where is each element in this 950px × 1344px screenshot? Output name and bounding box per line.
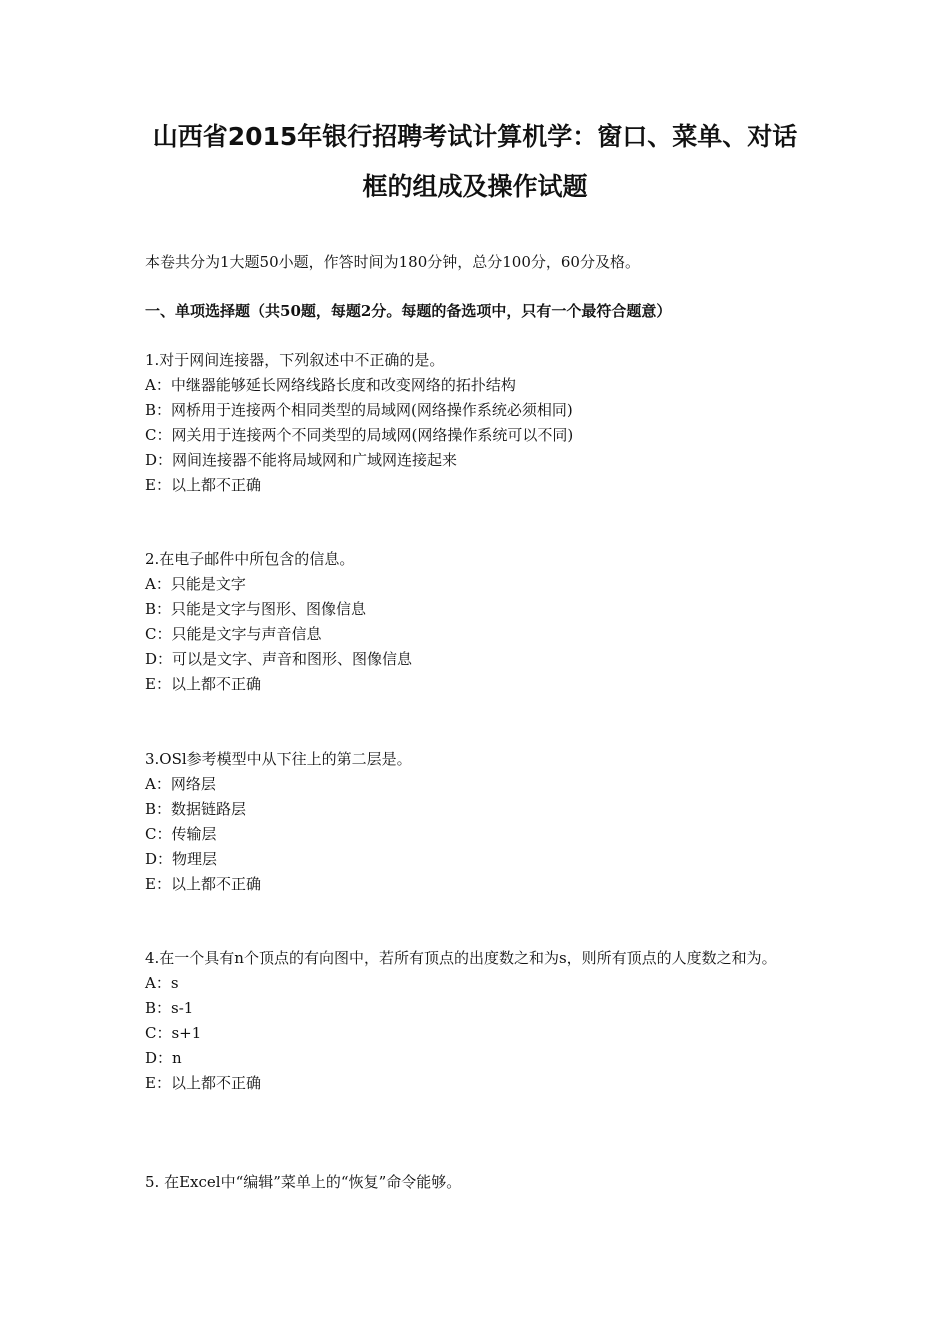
option-d: D：网间连接器不能将局域网和广域网连接起来 <box>145 451 458 469</box>
exam-intro: 本卷共分为1大题50小题，作答时间为180分钟，总分100分，60分及格。 <box>145 253 640 271</box>
option-e: E：以上都不正确 <box>145 675 261 693</box>
option-a: A：网络层 <box>145 775 216 793</box>
option-b: B：s-1 <box>145 999 194 1017</box>
option-a: A：s <box>145 974 179 992</box>
option-c: C：s+1 <box>145 1024 202 1042</box>
question-2 <box>145 547 815 697</box>
question-stem: 5. 在Excel中“编辑”菜单上的“恢复”命令能够。 <box>145 1173 462 1191</box>
question-3 <box>145 747 815 897</box>
question-stem: 1.对于网间连接器，下列叙述中不正确的是。 <box>145 351 445 369</box>
question-stem: 3.OSl参考模型中从下往上的第二层是。 <box>145 750 412 768</box>
option-d: D：物理层 <box>145 850 218 868</box>
option-c: C：只能是文字与声音信息 <box>145 625 322 643</box>
option-e: E：以上都不正确 <box>145 476 261 494</box>
question-stem: 4.在一个具有n个顶点的有向图中，若所有顶点的出度数之和为s，则所有顶点的人度数之和为。 <box>145 949 777 967</box>
option-d: D：n <box>145 1049 182 1067</box>
document-title-line1: 山西省2015年银行招聘考试计算机学：窗口、菜单、对话 <box>152 122 798 151</box>
option-b: B：只能是文字与图形、图像信息 <box>145 600 367 618</box>
option-a: A：中继器能够延长网络线路长度和改变网络的拓扑结构 <box>145 376 516 394</box>
option-b: B：网桥用于连接两个相同类型的局域网(网络操作系统必须相同) <box>145 401 573 419</box>
section-heading: 一、单项选择题（共50题，每题2分。每题的备选项中，只有一个最符合题意） <box>145 302 672 320</box>
document-title-line2: 框的组成及操作试题 <box>362 172 588 201</box>
option-c: C：网关用于连接两个不同类型的局域网(网络操作系统可以不同) <box>145 426 574 444</box>
option-a: A：只能是文字 <box>145 575 246 593</box>
option-d: D：可以是文字、声音和图形、图像信息 <box>145 650 413 668</box>
option-c: C：传输层 <box>145 825 217 843</box>
option-b: B：数据链路层 <box>145 800 247 818</box>
option-e: E：以上都不正确 <box>145 1074 261 1092</box>
question-5 <box>145 1170 815 1195</box>
option-e: E：以上都不正确 <box>145 875 261 893</box>
question-4 <box>145 946 815 1096</box>
question-stem: 2.在电子邮件中所包含的信息。 <box>145 550 355 568</box>
question-1 <box>145 348 815 498</box>
